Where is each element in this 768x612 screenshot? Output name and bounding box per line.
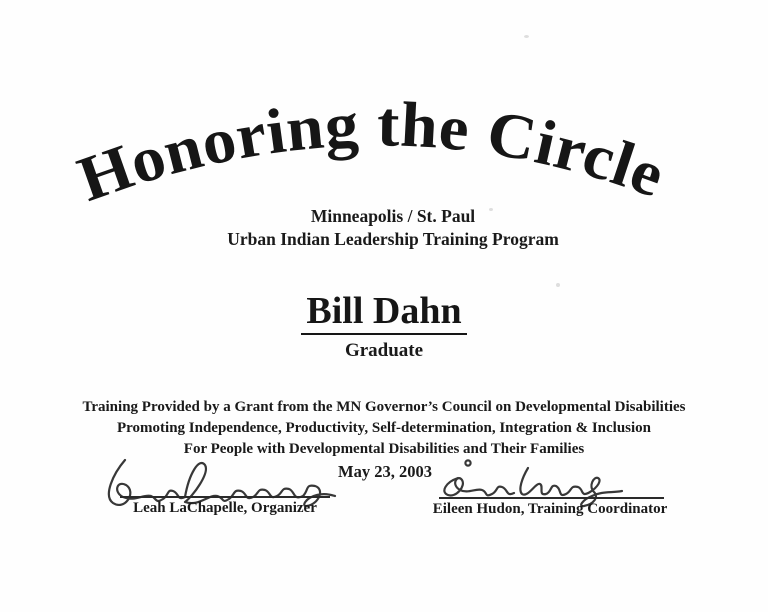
recipient-name: Bill Dahn — [301, 292, 466, 335]
certificate-date: May 23, 2003 — [338, 462, 432, 481]
signature-rule-left — [120, 496, 330, 498]
grant-line-3: For People with Developmental Disabilities and Their Families — [183, 441, 585, 457]
recipient-block — [0, 292, 768, 362]
scan-speck — [524, 35, 529, 38]
grant-line-1: Training Provided by a Grant from the MN Governor’s Council on Developmental Disabilities — [82, 399, 686, 415]
certificate-title: Honoring the Circle — [69, 88, 673, 215]
signature-label-left: Leah LaChapelle, Organizer — [133, 500, 317, 516]
grant-paragraph — [0, 397, 768, 460]
subtitle-program: Urban Indian Leadership Training Program — [227, 229, 559, 249]
recipient-role: Graduate — [344, 340, 424, 361]
scan-speck — [556, 283, 560, 287]
program-subtitle — [18, 205, 768, 251]
scan-speck — [489, 208, 493, 211]
grant-line-2: Promoting Independence, Productivity, Self-determination, Integration & Inclusion — [116, 420, 652, 436]
signature-rule-right — [439, 497, 664, 499]
signature-label-right: Eileen Hudon, Training Coordinator — [432, 501, 668, 517]
subtitle-city: Minneapolis / St. Paul — [310, 206, 476, 226]
